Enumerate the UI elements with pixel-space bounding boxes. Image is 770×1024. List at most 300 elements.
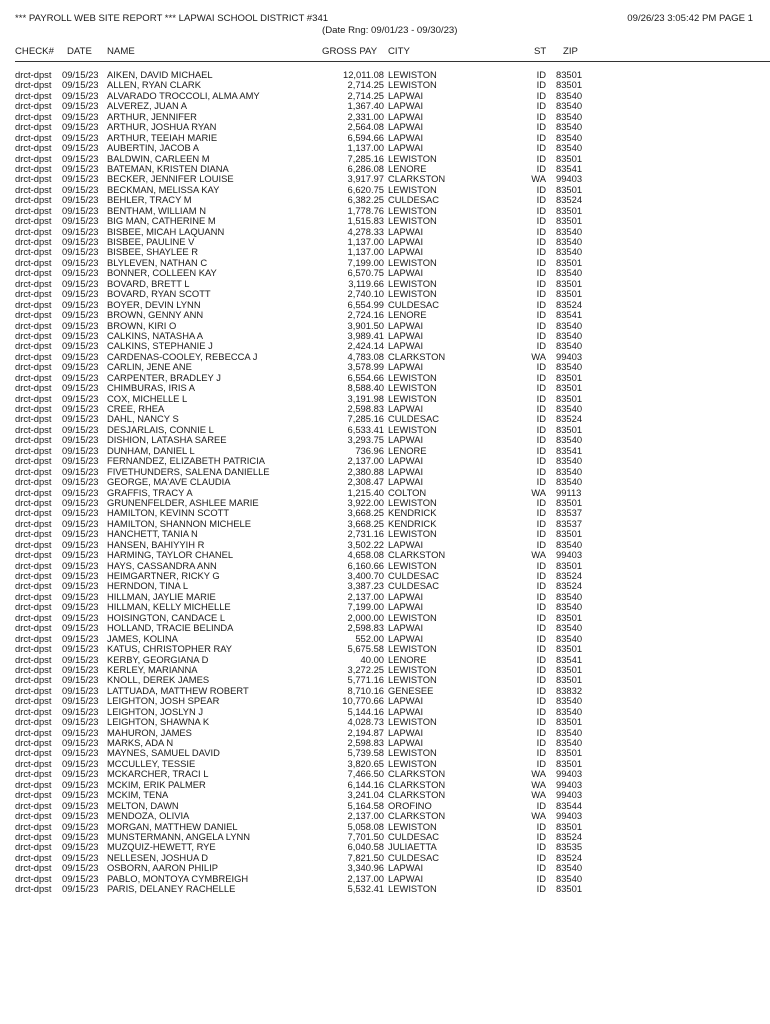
employee-name: BATEMAN, KRISTEN DIANA: [107, 162, 229, 174]
state: ID: [536, 444, 546, 456]
employee-name: BENTHAM, WILLIAM N: [107, 204, 206, 216]
check-date: 09/15/23: [62, 643, 99, 655]
state: ID: [536, 643, 546, 655]
gross-pay: 6,570.75: [347, 267, 384, 279]
gross-pay: 5,771.16: [347, 674, 384, 686]
col-zip-header: ZIP: [563, 46, 578, 57]
col-name-header: NAME: [107, 46, 135, 57]
city: LAPWAI: [388, 695, 424, 707]
city: LAPWAI: [388, 434, 424, 446]
check-number: drct-dpst: [15, 716, 52, 728]
employee-name: CALKINS, STEPHANIE J: [107, 340, 213, 352]
check-date: 09/15/23: [62, 726, 99, 738]
check-date: 09/15/23: [62, 476, 99, 488]
zip-code: 83540: [556, 465, 583, 477]
state: WA: [531, 173, 546, 185]
column-headers: [0, 46, 770, 58]
state: ID: [536, 329, 546, 341]
check-number: drct-dpst: [15, 841, 52, 853]
zip-code: 83540: [556, 361, 583, 373]
employee-name: BECKMAN, MELISSA KAY: [107, 183, 220, 195]
check-number: drct-dpst: [15, 747, 52, 759]
state: ID: [536, 309, 546, 321]
check-number: drct-dpst: [15, 810, 52, 822]
zip-code: 83501: [556, 152, 583, 164]
zip-code: 99113: [556, 486, 582, 498]
employee-name: OSBORN, AARON PHILIP: [107, 862, 218, 874]
check-date: 09/15/23: [62, 517, 99, 529]
state: ID: [536, 507, 546, 519]
state: WA: [531, 789, 546, 801]
state: ID: [536, 841, 546, 853]
check-date: 09/15/23: [62, 444, 99, 456]
employee-name: BONNER, COLLEEN KAY: [107, 267, 217, 279]
employee-name: ARTHUR, JENNIFER: [107, 110, 197, 122]
state: ID: [536, 277, 546, 289]
state: ID: [536, 131, 546, 143]
employee-name: COX, MICHELLE L: [107, 392, 188, 404]
check-number: drct-dpst: [15, 559, 52, 571]
state: ID: [536, 142, 546, 154]
city: LAPWAI: [388, 590, 424, 602]
check-date: 09/15/23: [62, 142, 99, 154]
gross-pay: 7,466.50: [347, 768, 384, 780]
check-number: drct-dpst: [15, 496, 52, 508]
check-date: 09/15/23: [62, 455, 99, 467]
state: ID: [536, 267, 546, 279]
check-number: drct-dpst: [15, 757, 52, 769]
check-date: 09/15/23: [62, 820, 99, 832]
table-row: [0, 884, 770, 894]
check-number: drct-dpst: [15, 110, 52, 122]
employee-name: MARKS, ADA N: [107, 737, 174, 748]
employee-name: DUNHAM, DANIEL L: [107, 444, 195, 456]
city: LAPWAI: [388, 361, 424, 373]
check-number: drct-dpst: [15, 643, 52, 655]
state: ID: [536, 632, 546, 644]
zip-code: 83501: [556, 204, 583, 216]
check-number: drct-dpst: [15, 100, 52, 112]
state: ID: [536, 872, 546, 884]
check-number: drct-dpst: [15, 476, 52, 488]
city: KENDRICK: [388, 507, 437, 519]
city: LEWISTON: [388, 883, 437, 895]
check-date: 09/15/23: [62, 319, 99, 331]
zip-code: 83524: [556, 570, 583, 581]
check-date: 09/15/23: [62, 757, 99, 769]
state: ID: [536, 851, 546, 863]
zip-code: 83540: [556, 246, 583, 258]
check-date: 09/15/23: [62, 121, 99, 133]
city: LEWISTON: [388, 69, 437, 80]
zip-code: 83501: [556, 215, 583, 227]
check-date: 09/15/23: [62, 663, 99, 675]
check-date: 09/15/23: [62, 486, 99, 498]
employee-name: BISBEE, PAULINE V: [107, 236, 195, 247]
table-row: [0, 550, 770, 560]
gross-pay: 5,675.58: [347, 643, 384, 655]
employee-name: NELLESEN, JOSHUA D: [107, 851, 209, 863]
employee-name: CALKINS, NATASHA A: [107, 329, 204, 341]
employee-name: HAYS, CASSANDRA ANN: [107, 559, 217, 571]
gross-pay: 5,532.41: [347, 883, 384, 895]
table-row: [0, 216, 770, 226]
gross-pay: 7,199.00: [347, 256, 384, 268]
gross-pay: 2,724.16: [347, 309, 384, 321]
city: CLARKSTON: [388, 789, 446, 801]
state: ID: [536, 747, 546, 759]
zip-code: 83540: [556, 705, 583, 717]
city: LENORE: [388, 444, 427, 456]
state: ID: [536, 830, 546, 842]
city: LEWISTON: [388, 288, 437, 300]
check-number: drct-dpst: [15, 862, 52, 874]
employee-name: BECKER, JENNIFER LOUISE: [107, 173, 234, 185]
check-number: drct-dpst: [15, 632, 52, 644]
city: COLTON: [388, 486, 427, 498]
gross-pay: 2,564.08: [347, 121, 384, 133]
employee-name: CARPENTER, BRADLEY J: [107, 371, 221, 383]
city: LAPWAI: [388, 267, 424, 279]
zip-code: 83501: [556, 528, 583, 540]
employee-name: LEIGHTON, SHAWNA K: [107, 716, 210, 728]
col-date-header: DATE: [67, 46, 92, 57]
state: ID: [536, 799, 546, 811]
employee-name: GRUNENFELDER, ASHLEE MARIE: [107, 496, 259, 508]
zip-code: 83501: [556, 716, 583, 728]
gross-pay: 7,701.50: [347, 830, 384, 842]
employee-name: GEORGE, MA'AVE CLAUDIA: [107, 476, 231, 488]
employee-name: CARLIN, JENE ANE: [107, 361, 192, 373]
check-number: drct-dpst: [15, 820, 52, 832]
city: LAPWAI: [388, 329, 424, 341]
employee-name: DISHION, LATASHA SAREE: [107, 434, 227, 446]
check-number: drct-dpst: [15, 142, 52, 154]
report-title: *** PAYROLL WEB SITE REPORT *** LAPWAI SCHOOL DISTRICT #341: [15, 13, 329, 24]
date-range: (Date Rng: 09/01/23 - 09/30/23): [322, 25, 458, 36]
gross-pay: 3,578.99: [347, 361, 384, 373]
city: LEWISTON: [388, 382, 437, 394]
employee-name: MCKIM, ERIK PALMER: [107, 778, 206, 790]
city: LEWISTON: [388, 256, 437, 268]
check-number: drct-dpst: [15, 695, 52, 707]
zip-code: 83540: [556, 267, 583, 279]
check-date: 09/15/23: [62, 69, 99, 80]
state: ID: [536, 611, 546, 623]
state: ID: [536, 684, 546, 696]
table-row: [0, 717, 770, 727]
city: LAPWAI: [388, 632, 424, 644]
gross-pay: 6,286.08: [347, 162, 384, 174]
state: ID: [536, 434, 546, 446]
city: LEWISTON: [388, 716, 437, 728]
state: WA: [531, 486, 546, 498]
check-date: 09/15/23: [62, 173, 99, 185]
check-date: 09/15/23: [62, 131, 99, 143]
zip-code: 83524: [556, 413, 583, 425]
zip-code: 83540: [556, 89, 583, 101]
check-number: drct-dpst: [15, 329, 52, 341]
gross-pay: 6,160.66: [347, 559, 384, 571]
city: LAPWAI: [388, 142, 424, 154]
check-number: drct-dpst: [15, 601, 52, 613]
state: ID: [536, 726, 546, 738]
check-date: 09/15/23: [62, 872, 99, 884]
check-number: drct-dpst: [15, 883, 52, 895]
city: LAPWAI: [388, 403, 424, 414]
check-number: drct-dpst: [15, 340, 52, 352]
gross-pay: 6,382.25: [347, 194, 384, 206]
check-number: drct-dpst: [15, 674, 52, 686]
state: ID: [536, 110, 546, 122]
check-number: drct-dpst: [15, 684, 52, 696]
gross-pay: 3,119.66: [348, 277, 384, 289]
gross-pay: 4,028.73: [347, 716, 384, 728]
check-number: drct-dpst: [15, 162, 52, 174]
payroll-rows: [0, 70, 770, 895]
check-number: drct-dpst: [15, 382, 52, 394]
gross-pay: 3,668.25: [347, 517, 384, 529]
check-date: 09/15/23: [62, 768, 99, 780]
check-number: drct-dpst: [15, 131, 52, 143]
city: LEWISTON: [388, 757, 437, 769]
city: KENDRICK: [388, 517, 437, 529]
gross-pay: 6,554.99: [347, 298, 384, 310]
state: ID: [536, 371, 546, 383]
state: ID: [536, 183, 546, 195]
state: ID: [536, 674, 546, 686]
gross-pay: 5,164.58: [347, 799, 384, 811]
state: ID: [536, 340, 546, 352]
check-date: 09/15/23: [62, 162, 99, 174]
state: ID: [536, 298, 546, 310]
city: LEWISTON: [388, 643, 437, 655]
gross-pay: 3,502.22: [347, 538, 384, 550]
state: ID: [536, 162, 546, 174]
state: ID: [536, 538, 546, 550]
gross-pay: 3,668.25: [347, 507, 384, 519]
employee-name: HILLMAN, KELLY MICHELLE: [107, 601, 231, 613]
zip-code: 83541: [556, 309, 583, 321]
gross-pay: 552.00: [355, 632, 384, 644]
check-number: drct-dpst: [15, 851, 52, 863]
check-date: 09/15/23: [62, 830, 99, 842]
check-date: 09/15/23: [62, 215, 99, 227]
zip-code: 83540: [556, 434, 583, 446]
employee-name: MCCULLEY, TESSIE: [107, 757, 196, 769]
employee-name: BOYER, DEVIN LYNN: [107, 298, 201, 310]
check-number: drct-dpst: [15, 611, 52, 623]
zip-code: 83540: [556, 622, 583, 634]
employee-name: KNOLL, DEREK JAMES: [107, 674, 210, 686]
check-date: 09/15/23: [62, 204, 99, 216]
gross-pay: 3,241.04: [347, 789, 384, 801]
employee-name: GRAFFIS, TRACY A: [107, 486, 193, 498]
zip-code: 83540: [556, 131, 583, 143]
state: ID: [536, 152, 546, 164]
zip-code: 83501: [556, 392, 583, 404]
gross-pay: 2,000.00: [347, 611, 384, 623]
city: LAPWAI: [388, 476, 424, 488]
city: CULDESAC: [388, 194, 440, 206]
check-number: drct-dpst: [15, 215, 52, 227]
check-date: 09/15/23: [62, 361, 99, 373]
city: LEWISTON: [388, 611, 437, 623]
city: CULDESAC: [388, 580, 440, 592]
state: ID: [536, 883, 546, 895]
state: ID: [536, 236, 546, 247]
city: LAPWAI: [388, 862, 424, 874]
gross-pay: 3,989.41: [347, 329, 384, 341]
zip-code: 83535: [556, 841, 583, 853]
check-date: 09/15/23: [62, 100, 99, 112]
employee-name: AIKEN, DAVID MICHAEL: [107, 69, 213, 80]
check-date: 09/15/23: [62, 789, 99, 801]
city: LAPWAI: [388, 455, 424, 467]
gross-pay: 3,272.25: [347, 663, 384, 675]
city: LAPWAI: [388, 121, 424, 133]
zip-code: 83537: [556, 507, 583, 519]
state: ID: [536, 590, 546, 602]
employee-name: CHIMBURAS, IRIS A: [107, 382, 196, 394]
zip-code: 83540: [556, 695, 583, 707]
state: ID: [536, 517, 546, 529]
city: LAPWAI: [388, 89, 424, 101]
employee-name: HANSEN, BAHIYYIH R: [107, 538, 205, 550]
check-number: drct-dpst: [15, 486, 52, 498]
state: ID: [536, 121, 546, 133]
employee-name: MAYNES, SAMUEL DAVID: [107, 747, 220, 759]
employee-name: BROWN, KIRI O: [107, 319, 177, 331]
zip-code: 83832: [556, 684, 583, 696]
zip-code: 83540: [556, 872, 583, 884]
check-number: drct-dpst: [15, 194, 52, 206]
city: LENORE: [388, 653, 427, 665]
employee-name: PABLO, MONTOYA CYMBREIGH: [107, 872, 249, 884]
zip-code: 83541: [556, 444, 583, 456]
state: ID: [536, 601, 546, 613]
gross-pay: 2,598.83: [347, 622, 384, 634]
check-date: 09/15/23: [62, 507, 99, 519]
check-number: drct-dpst: [15, 309, 52, 321]
check-number: drct-dpst: [15, 256, 52, 268]
check-date: 09/15/23: [62, 423, 99, 435]
check-number: drct-dpst: [15, 371, 52, 383]
check-date: 09/15/23: [62, 392, 99, 404]
employee-name: KATUS, CHRISTOPHER RAY: [107, 643, 233, 655]
check-date: 09/15/23: [62, 705, 99, 717]
employee-name: ARTHUR, TEEIAH MARIE: [107, 131, 218, 143]
zip-code: 83524: [556, 298, 583, 310]
gross-pay: 2,731.16: [347, 528, 384, 540]
zip-code: 99403: [556, 173, 583, 185]
employee-name: BOVARD, RYAN SCOTT: [107, 288, 211, 300]
check-date: 09/15/23: [62, 371, 99, 383]
city: LEWISTON: [388, 152, 437, 164]
gross-pay: 5,739.58: [347, 747, 384, 759]
zip-code: 83501: [556, 382, 583, 394]
zip-code: 83501: [556, 69, 583, 80]
state: ID: [536, 204, 546, 216]
check-date: 09/15/23: [62, 747, 99, 759]
check-number: drct-dpst: [15, 204, 52, 216]
employee-name: BALDWIN, CARLEEN M: [107, 152, 210, 164]
state: ID: [536, 496, 546, 508]
city: LAPWAI: [388, 737, 424, 748]
gross-pay: 6,144.16: [347, 778, 384, 790]
employee-name: AUBERTIN, JACOB A: [107, 142, 200, 154]
zip-code: 83540: [556, 476, 583, 488]
state: ID: [536, 392, 546, 404]
city: CLARKSTON: [388, 778, 446, 790]
table-row: [0, 383, 770, 393]
zip-code: 83540: [556, 340, 583, 352]
check-number: drct-dpst: [15, 392, 52, 404]
check-date: 09/15/23: [62, 236, 99, 247]
state: ID: [536, 89, 546, 101]
zip-code: 83501: [556, 747, 583, 759]
city: LAPWAI: [388, 131, 424, 143]
city: LEWISTON: [388, 371, 437, 383]
state: ID: [536, 69, 546, 80]
state: WA: [531, 768, 546, 780]
gross-pay: 40.00: [360, 653, 384, 665]
employee-name: BOVARD, BRETT L: [107, 277, 190, 289]
city: LEWISTON: [388, 215, 437, 227]
check-number: drct-dpst: [15, 549, 52, 561]
city: CULDESAC: [388, 413, 440, 425]
gross-pay: 6,040.58: [347, 841, 384, 853]
check-number: drct-dpst: [15, 413, 52, 425]
check-date: 09/15/23: [62, 110, 99, 122]
zip-code: 83540: [556, 142, 583, 154]
state: ID: [536, 663, 546, 675]
employee-name: HOLLAND, TRACIE BELINDA: [107, 622, 234, 634]
table-row: [0, 310, 770, 320]
city: CLARKSTON: [388, 549, 446, 561]
employee-name: MAHURON, JAMES: [107, 726, 192, 738]
check-number: drct-dpst: [15, 403, 52, 414]
check-number: drct-dpst: [15, 423, 52, 435]
employee-name: MORGAN, MATTHEW DANIEL: [107, 820, 238, 832]
state: ID: [536, 403, 546, 414]
state: ID: [536, 413, 546, 425]
state: WA: [531, 810, 546, 822]
employee-name: PARIS, DELANEY RACHELLE: [107, 883, 236, 895]
city: LAPWAI: [388, 319, 424, 331]
check-date: 09/15/23: [62, 810, 99, 822]
table-row: [0, 811, 770, 821]
check-number: drct-dpst: [15, 89, 52, 101]
zip-code: 83524: [556, 194, 583, 206]
employee-name: BROWN, GENNY ANN: [107, 309, 204, 321]
city: LAPWAI: [388, 246, 424, 258]
check-number: drct-dpst: [15, 517, 52, 529]
employee-name: MELTON, DAWN: [107, 799, 179, 811]
zip-code: 83501: [556, 288, 583, 300]
zip-code: 99403: [556, 778, 583, 790]
employee-name: JAMES, KOLINA: [107, 632, 178, 644]
city: LAPWAI: [388, 225, 424, 237]
city: CULDESAC: [388, 298, 440, 310]
check-date: 09/15/23: [62, 267, 99, 279]
check-number: drct-dpst: [15, 830, 52, 842]
check-date: 09/15/23: [62, 465, 99, 477]
gross-pay: 736.96: [355, 444, 384, 456]
check-date: 09/15/23: [62, 340, 99, 352]
zip-code: 99403: [556, 549, 583, 561]
state: ID: [536, 194, 546, 206]
